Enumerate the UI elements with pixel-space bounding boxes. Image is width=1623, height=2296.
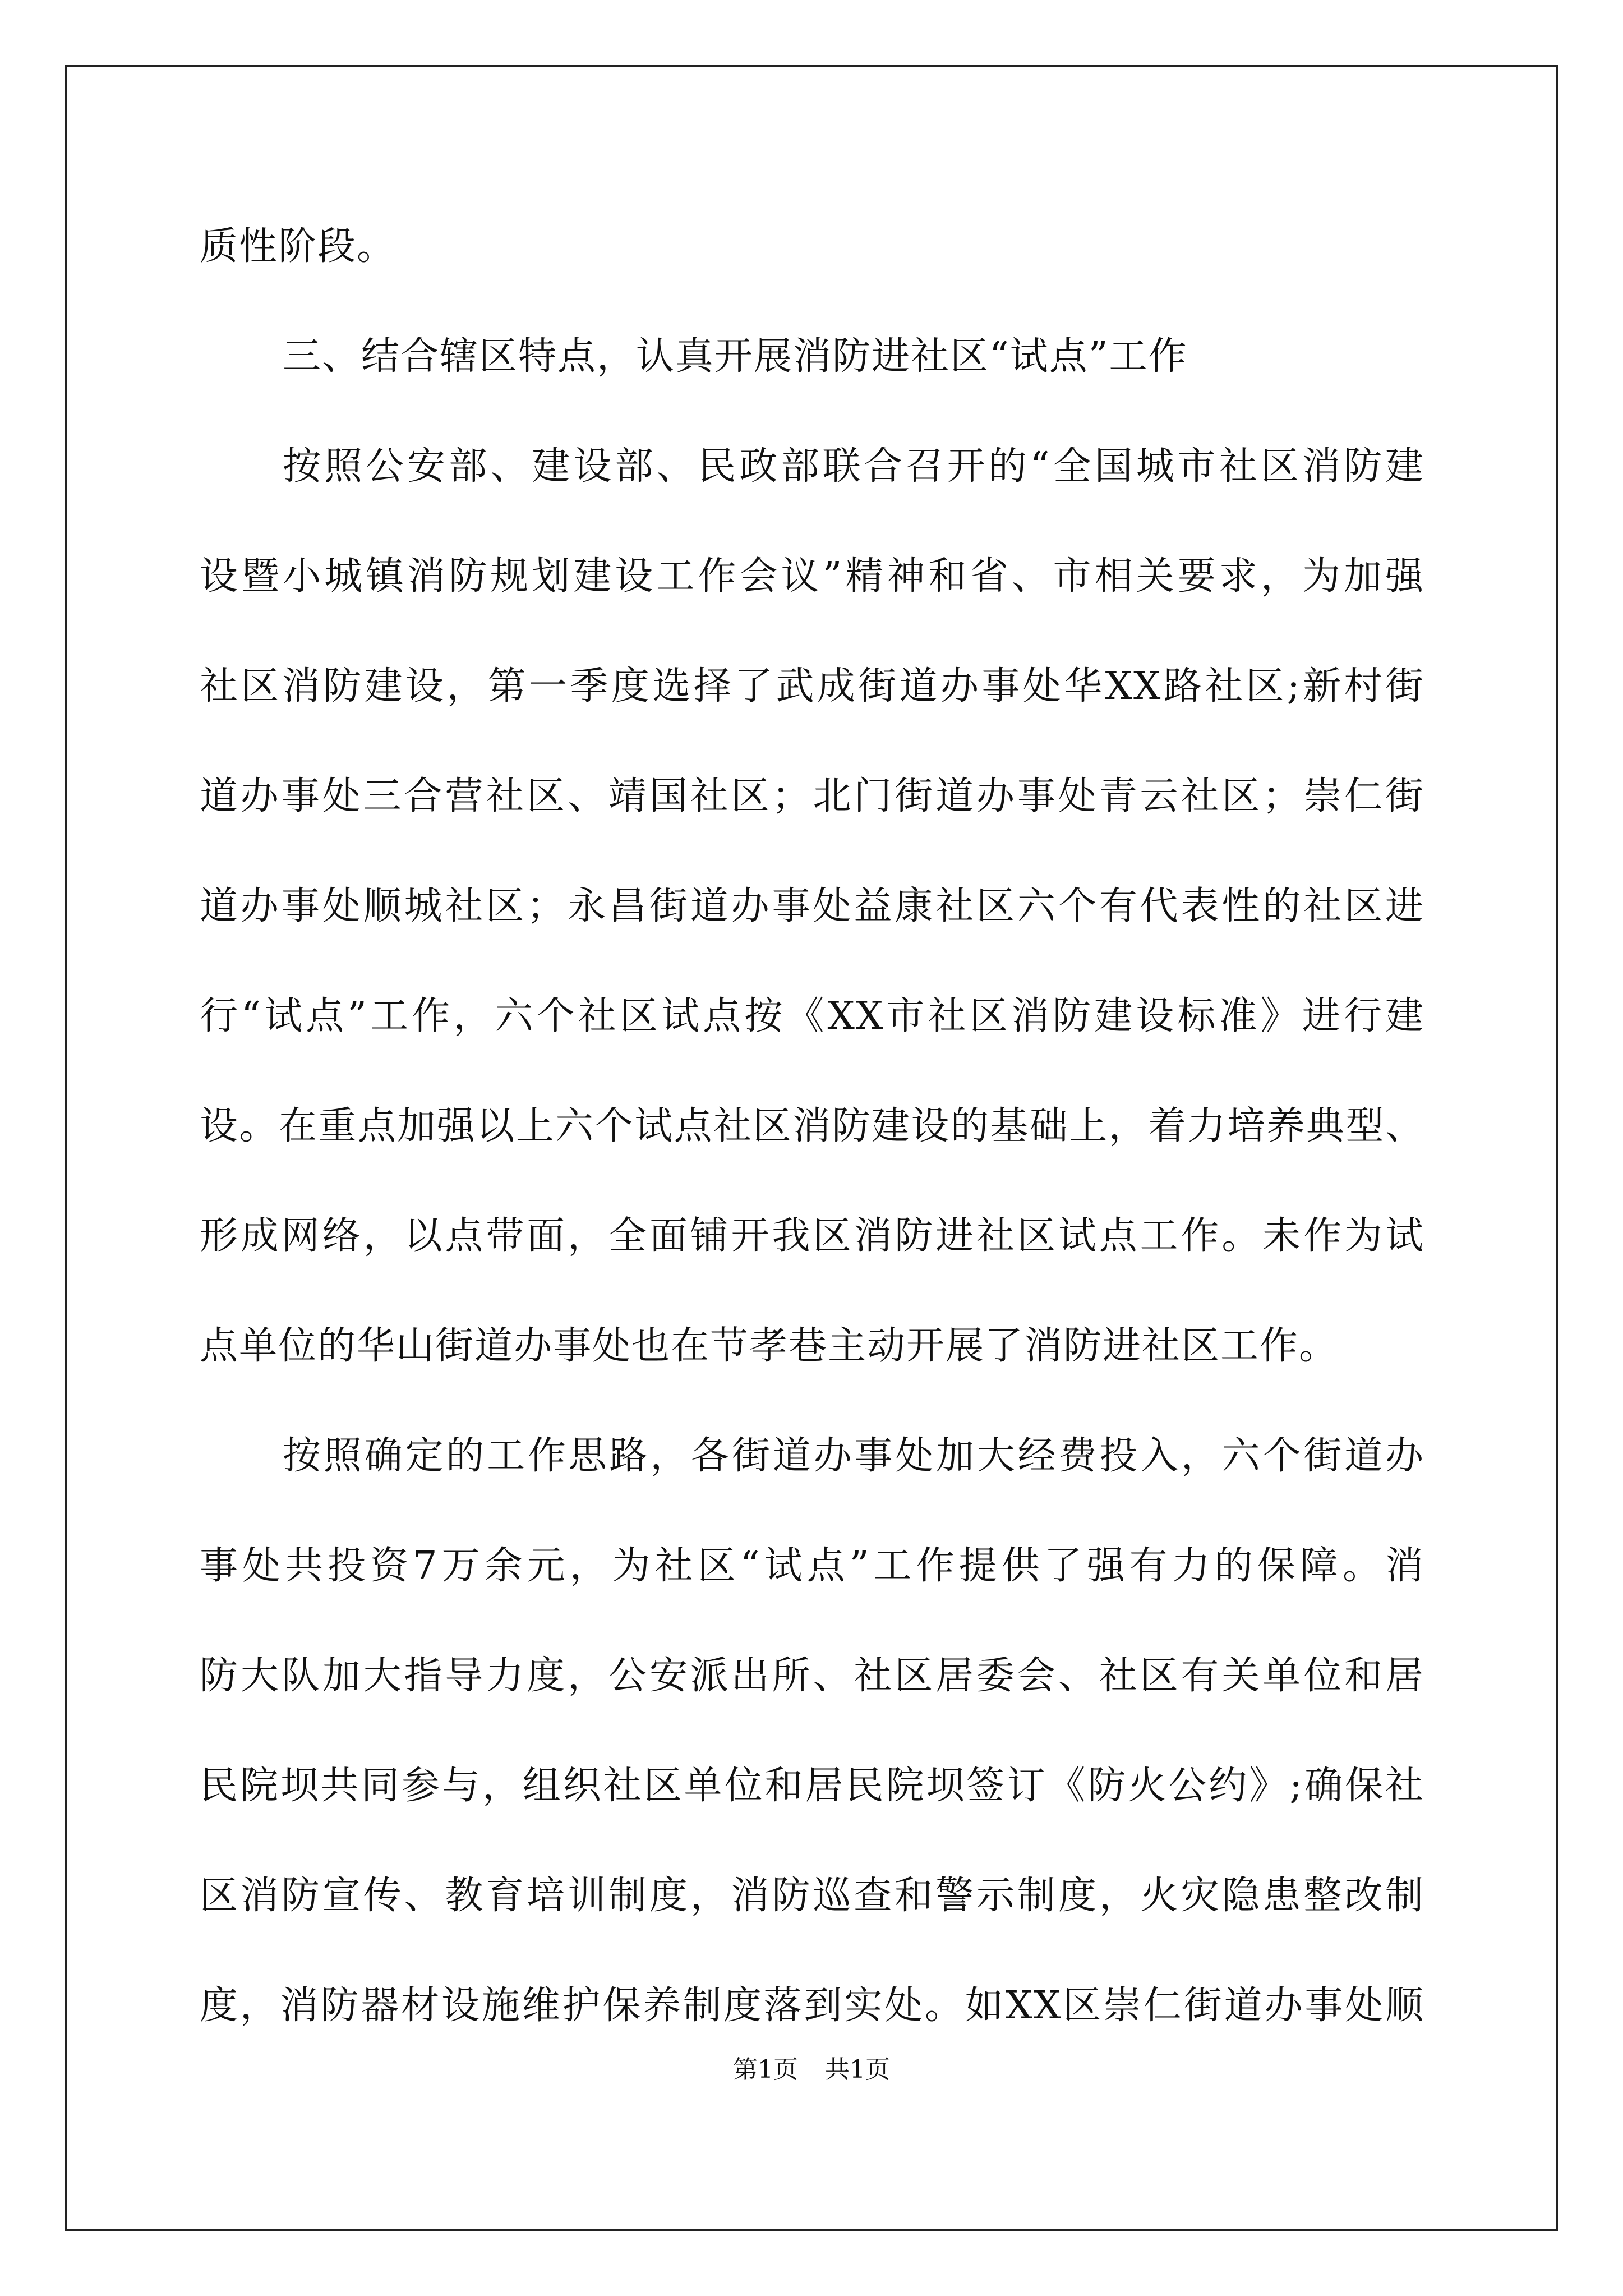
paragraph-line: 质性阶段。: [200, 224, 396, 269]
section-heading: 三、结合辖区特点，认真开展消防进社区“试点”工作: [283, 334, 1188, 379]
paragraph-line: 形成网络，以点带面，全面铺开我区消防进社区试点工作。未作为试: [200, 1214, 1424, 1258]
paragraph-line: 区消防宣传、教育培训制度，消防巡查和警示制度，火灾隐患整改制: [200, 1874, 1424, 1918]
paragraph-line: 社区消防建设，第一季度选择了武成街道办事处华XX路社区;新村街: [200, 664, 1424, 708]
paragraph-line: 道办事处三合营社区、靖国社区；北门街道办事处青云社区；崇仁街: [200, 774, 1424, 818]
paragraph-line: 民院坝共同参与，组织社区单位和居民院坝签订《防火公约》;确保社: [200, 1764, 1424, 1808]
paragraph-line: 行“试点”工作，六个社区试点按《XX市社区消防建设标准》进行建: [200, 994, 1424, 1038]
document-body: [200, 209, 1424, 2078]
paragraph-line: 按照确定的工作思路，各街道办事处加大经费投入，六个街道办: [283, 1434, 1424, 1478]
paragraph-line: 事处共投资7万余元，为社区“试点”工作提供了强有力的保障。消: [200, 1544, 1424, 1588]
paragraph-line: 设。在重点加强以上六个试点社区消防建设的基础上，着力培养典型、: [200, 1104, 1424, 1148]
paragraph-line: 设暨小城镇消防规划建设工作会议”精神和省、市相关要求，为加强: [200, 554, 1424, 599]
paragraph-line: 度，消防器材设施维护保养制度落到实处。如XX区崇仁街道办事处顺: [200, 1984, 1424, 2028]
paragraph-line: 点单位的华山街道办事处也在节孝巷主动开展了消防进社区工作。: [200, 1324, 1339, 1368]
page-number-current: 第1页: [733, 2055, 798, 2084]
paragraph-line: 按照公安部、建设部、民政部联合召开的“全国城市社区消防建: [283, 444, 1424, 489]
page-footer: [0, 2053, 1623, 2087]
paragraph-line: 道办事处顺城社区；永昌街道办事处益康社区六个有代表性的社区进: [200, 884, 1424, 928]
paragraph-line: 防大队加大指导力度，公安派出所、社区居委会、社区有关单位和居: [200, 1654, 1424, 1698]
page-number-total: 共1页: [825, 2055, 890, 2084]
